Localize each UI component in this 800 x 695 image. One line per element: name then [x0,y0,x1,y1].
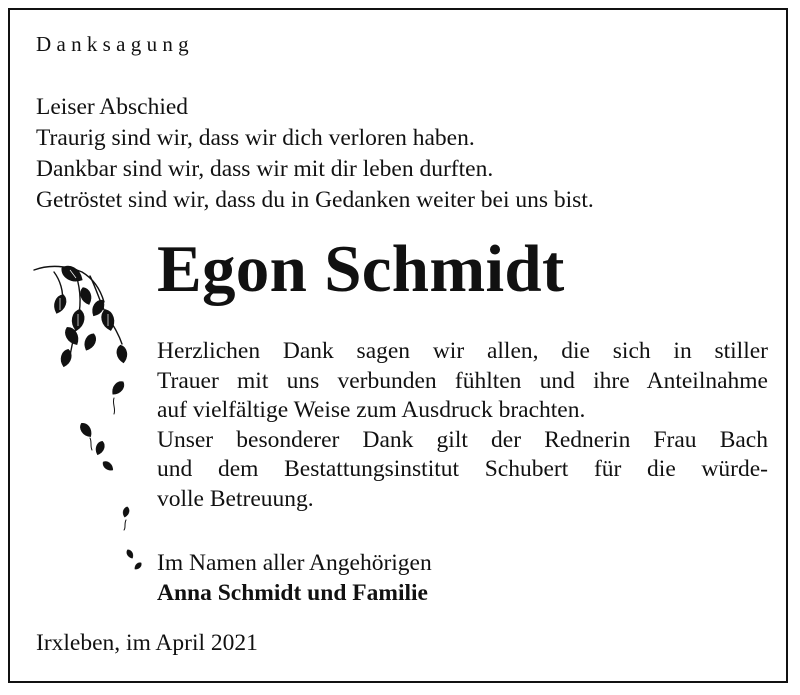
thank-you-text [157,337,768,514]
signoff [157,548,432,608]
poem-line: Traurig sind wir, dass wir dich verloren haben. [36,125,475,151]
place-date: Irxleben, im April 2021 [36,630,258,656]
body-line: Herzlichen Dank sagen wir allen, die sich in stiller [157,338,768,364]
poem-line: Leiser Abschied [36,94,189,120]
poem [36,92,594,216]
body-line: Unser besonderer Dank gilt der Rednerin Frau Bach [157,426,768,453]
notice-heading: Danksagung [36,32,194,56]
poem-line: Dankbar sind wir, dass wir mit dir leben durften. [36,156,494,182]
body-line: auf vielfältige Weise zum Ausdruck brachten. [157,397,586,423]
body-line: Trauer mit uns verbunden fühlten und ihre Anteilnahme [157,367,768,394]
deceased-name: Egon Schmidt [157,232,565,306]
signoff-family: Anna Schmidt und Familie [157,580,428,606]
body-line: volle Betreuung. [157,485,314,512]
body-line: und dem Bestattungsinstitut Schubert für die würde- [157,456,768,482]
signoff-intro: Im Namen aller Angehörigen [157,550,432,576]
falling-leaves-branch-icon [30,258,148,588]
poem-line: Getröstet sind wir, dass du in Gedanken weiter bei uns bist. [36,187,594,213]
